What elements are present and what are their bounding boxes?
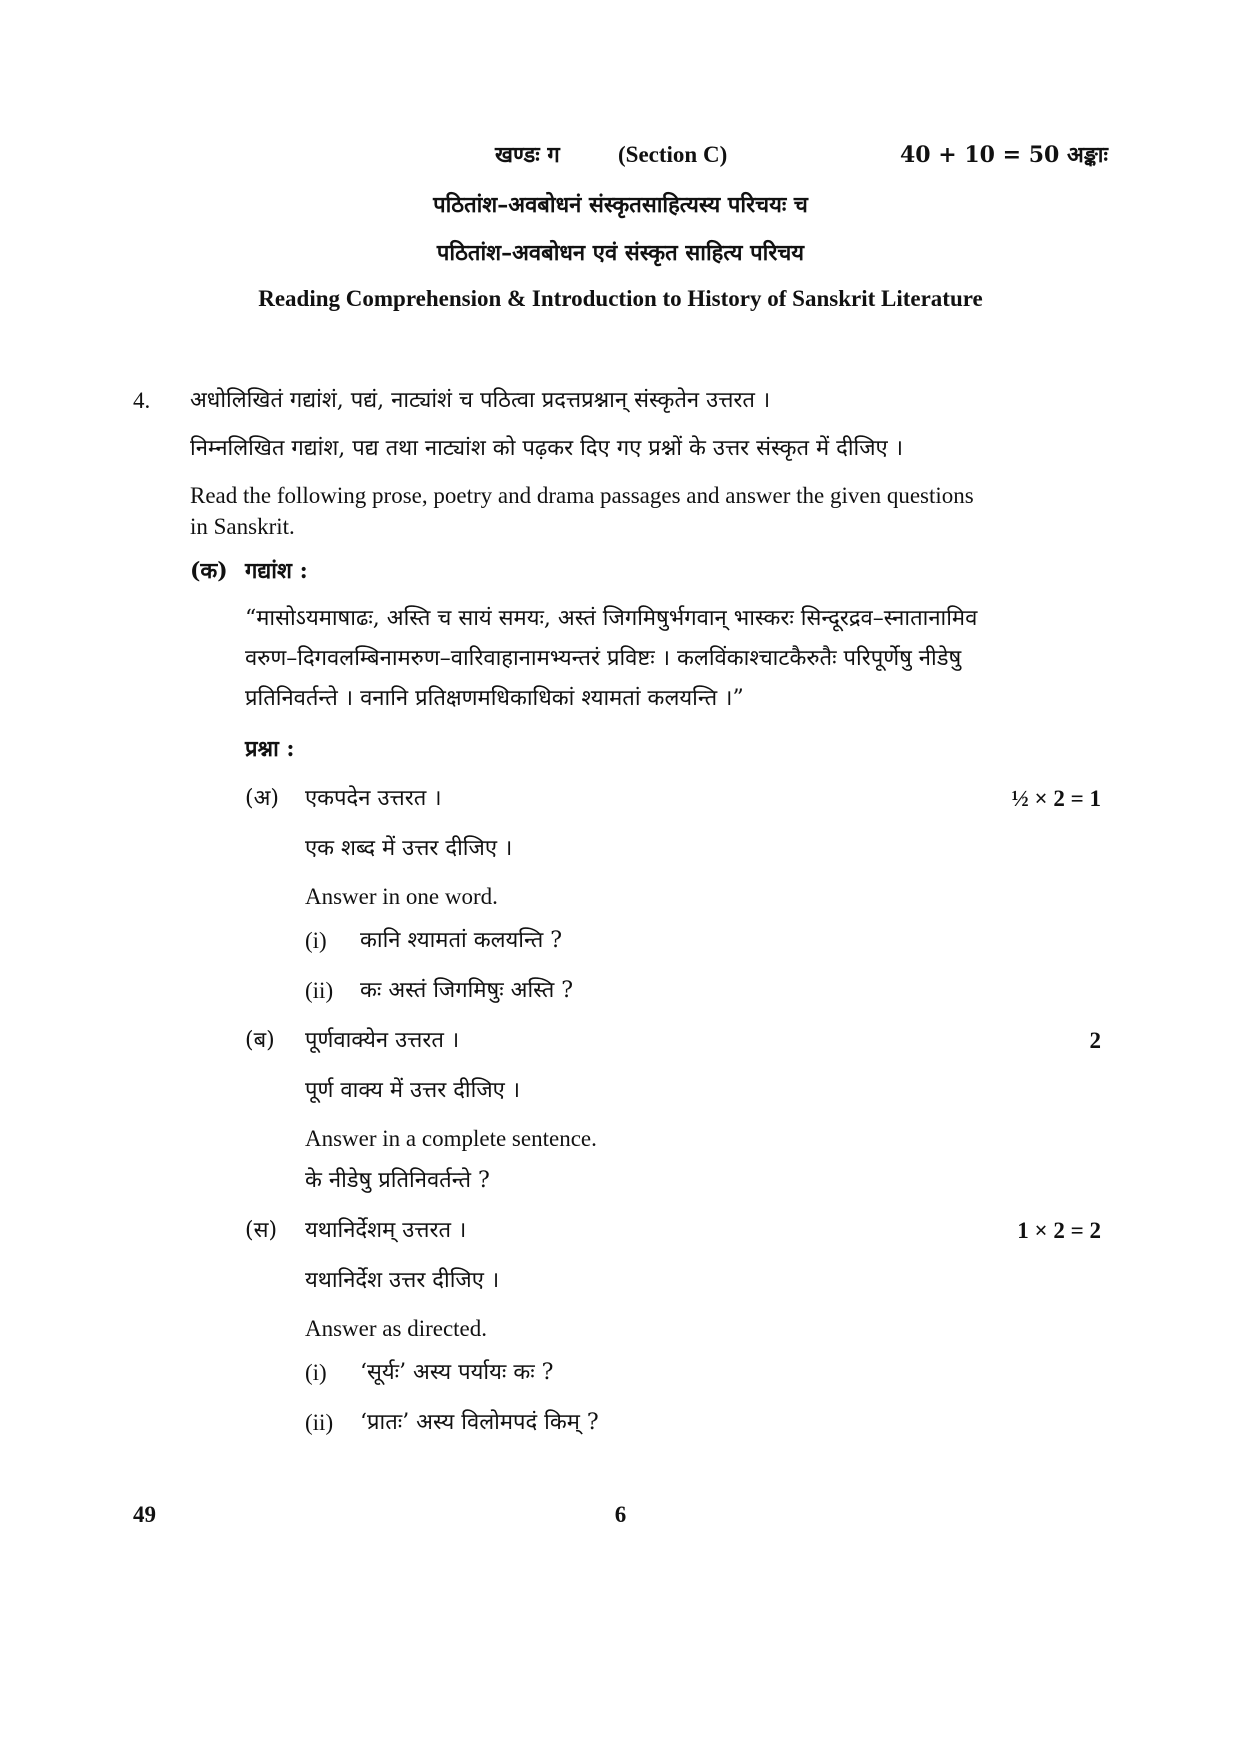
sub-c-item-1-text: ‘सूर्यः’ अस्य पर्यायः कः ? [360, 1360, 554, 1385]
sub-a-instruction-sanskrit: एकपदेन उत्तरत । [305, 786, 442, 811]
part-ka-heading: गद्यांश : [245, 558, 308, 584]
paper-code: 49 [133, 1502, 156, 1527]
sub-b-instruction-hindi: पूर्ण वाक्य में उत्तर दीजिए । [305, 1078, 521, 1103]
sub-a-instruction-english: Answer in one word. [305, 884, 498, 909]
instruction-sanskrit: अधोलिखितं गद्यांशं, पद्यं, नाट्यांशं च पठित्वा प्रदत्तप्रश्नान् संस्कृतेन उत्तरत । [190, 388, 771, 413]
passage-line-3: प्रतिनिवर्तन्ते । वनानि प्रतिक्षणमधिकाधिकां श्यामतां कलयन्ति ।” [245, 686, 744, 711]
sub-b-question: के नीडेषु प्रतिनिवर्तन्ते ? [305, 1168, 490, 1193]
sub-b-marks: 2 [1089, 1028, 1101, 1053]
sub-c-marks: 1 × 2 = 2 [1017, 1218, 1101, 1243]
section-label: खण्डः ग [495, 142, 560, 168]
sub-b-instruction-sanskrit: पूर्णवाक्येन उत्तरत । [305, 1028, 460, 1053]
sub-a-instruction-hindi: एक शब्द में उत्तर दीजिए । [305, 836, 513, 861]
passage-line-2: वरुण–दिगवलम्बिनामरुण–वारिवाहानामभ्यन्तरं प्रविष्टः । कलविंकाश्चाटकैरुतैः परिपूर्णेषु नीडेषु [245, 646, 962, 671]
sub-c-instruction-sanskrit: यथानिर्देशम् उत्तरत । [305, 1218, 467, 1243]
sub-a-item-1-num: (i) [305, 928, 327, 953]
sub-a-marks: ½ × 2 = 1 [1011, 786, 1101, 811]
part-ka-label: (क) [190, 558, 228, 584]
sub-a-label: (अ) [245, 786, 279, 811]
sub-c-item-1-num: (i) [305, 1360, 327, 1385]
sub-a-item-2-num: (ii) [305, 978, 334, 1003]
sub-c-item-2-num: (ii) [305, 1410, 334, 1435]
passage-line-1: “मासोऽयमाषाढः, अस्ति च सायं समयः, अस्तं जिगमिषुर्भगवान् भास्करः सिन्दूरद्रव–स्नातानामिव [245, 606, 978, 631]
instruction-english-line1: Read the following prose, poetry and drama passages and answer the given questions [190, 483, 974, 508]
title-sanskrit: पठितांश–अवबोधनं संस्कृतसाहित्यस्य परिचयः च [433, 192, 808, 218]
sub-a-item-1-text: कानि श्यामतां कलयन्ति ? [360, 928, 563, 953]
sub-c-instruction-english: Answer as directed. [305, 1316, 488, 1341]
sub-a-item-2-text: कः अस्तं जिगमिषुः अस्ति ? [360, 978, 574, 1003]
section-label-english: (Section C) [618, 142, 728, 167]
question-number: 4. [133, 388, 151, 413]
sub-c-item-2-text: ‘प्रातः’ अस्य विलोमपदं किम् ? [360, 1410, 599, 1435]
sub-c-instruction-hindi: यथानिर्देश उत्तर दीजिए । [305, 1268, 500, 1293]
questions-heading: प्रश्ना : [245, 736, 295, 762]
title-english: Reading Comprehension & Introduction to History of Sanskrit Literature [258, 286, 983, 311]
title-hindi: पठितांश–अवबोधन एवं संस्कृत साहित्य परिचय [436, 240, 805, 266]
total-marks: 40 + 10 = 50 अङ्काः [900, 142, 1108, 168]
sub-b-instruction-english: Answer in a complete sentence. [305, 1126, 597, 1151]
instruction-english-line2: in Sanskrit. [190, 514, 295, 539]
page-number: 6 [614, 1502, 627, 1527]
instruction-hindi: निम्नलिखित गद्यांश, पद्य तथा नाट्यांश को पढ़कर दिए गए प्रश्नों के उत्तर संस्कृत में दीजिए । [190, 436, 904, 461]
sub-b-label: (ब) [245, 1028, 275, 1053]
sub-c-label: (स) [245, 1218, 278, 1243]
